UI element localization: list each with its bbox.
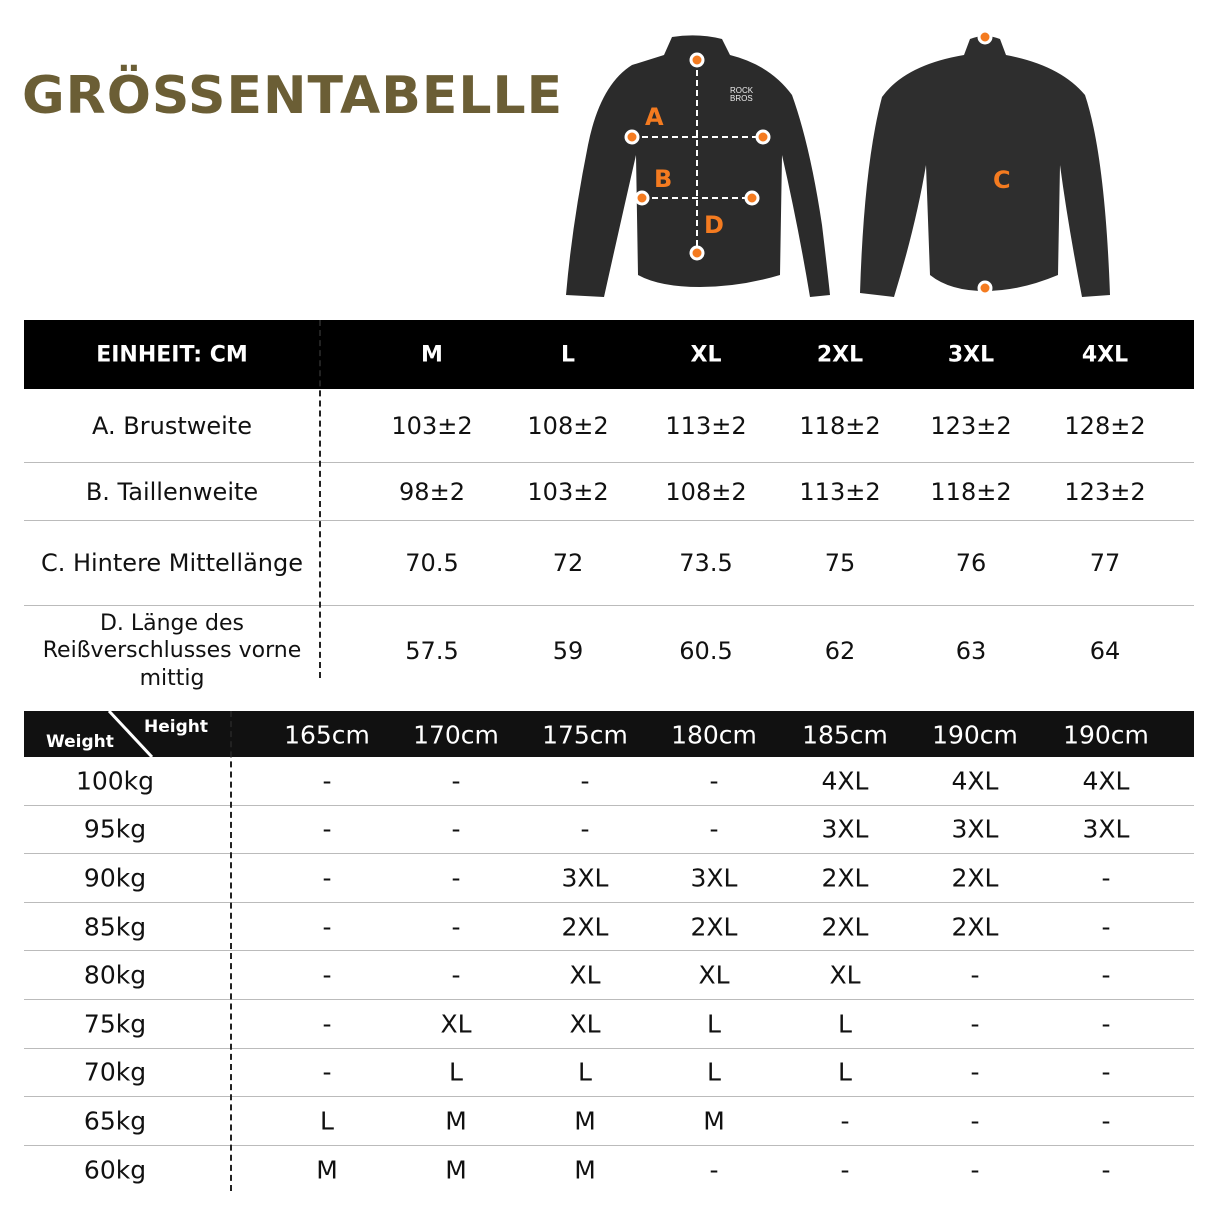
recommended-size: - bbox=[322, 814, 332, 844]
weight-label: 75kg bbox=[83, 1009, 147, 1039]
recommended-size: - bbox=[1101, 1057, 1111, 1087]
weight-label: 90kg bbox=[83, 863, 147, 893]
recommended-size: - bbox=[322, 1009, 332, 1039]
measurement-value: 103±2 bbox=[391, 411, 473, 440]
size-header: 3XL bbox=[947, 342, 995, 368]
recommended-size: XL bbox=[440, 1009, 472, 1039]
measurement-value: 123±2 bbox=[1064, 477, 1146, 506]
measurement-value: 98±2 bbox=[399, 477, 465, 506]
marker-b: B bbox=[654, 165, 673, 193]
recommended-size: 3XL bbox=[1082, 814, 1130, 844]
page-title: GRÖSSENTABELLE bbox=[22, 66, 564, 126]
recommended-size: - bbox=[322, 766, 332, 796]
unit-label: EINHEIT: CM bbox=[96, 342, 248, 368]
measurement-value: 70.5 bbox=[405, 549, 459, 577]
measurement-value: 63 bbox=[955, 636, 987, 665]
measurement-value: 77 bbox=[1089, 549, 1121, 577]
recommended-size: M bbox=[574, 1106, 596, 1136]
recommended-size: - bbox=[970, 1106, 980, 1136]
marker-d: D bbox=[704, 211, 724, 239]
measurement-value: 75 bbox=[824, 549, 856, 577]
marker-c: C bbox=[993, 166, 1011, 194]
size-header: XL bbox=[690, 342, 722, 368]
recommended-size: 2XL bbox=[821, 912, 869, 942]
fit-row bbox=[24, 806, 1194, 855]
recommended-size: M bbox=[574, 1155, 596, 1185]
recommended-size: M bbox=[316, 1155, 338, 1185]
measurement-row bbox=[24, 389, 1194, 463]
measurement-value: 64 bbox=[1089, 636, 1121, 665]
weight-label: 95kg bbox=[83, 814, 147, 844]
recommended-size: L bbox=[838, 1009, 852, 1039]
recommended-size: XL bbox=[829, 960, 861, 990]
recommended-size: - bbox=[322, 960, 332, 990]
recommended-size: XL bbox=[569, 1009, 601, 1039]
recommended-size: - bbox=[451, 766, 461, 796]
recommended-size: M bbox=[445, 1155, 467, 1185]
weight-label: 85kg bbox=[83, 912, 147, 942]
measurement-value: 113±2 bbox=[799, 477, 881, 506]
recommended-size: 3XL bbox=[951, 814, 999, 844]
measurement-table-header bbox=[24, 320, 1194, 389]
recommended-size: L bbox=[707, 1009, 721, 1039]
recommended-size: - bbox=[451, 912, 461, 942]
fit-table bbox=[24, 711, 1194, 1194]
size-header: 4XL bbox=[1081, 342, 1129, 368]
weight-label: 80kg bbox=[83, 960, 147, 990]
column-divider bbox=[230, 711, 232, 1191]
recommended-size: - bbox=[970, 1057, 980, 1087]
measurement-table bbox=[24, 320, 1194, 695]
recommended-size: 3XL bbox=[821, 814, 869, 844]
measurement-value: 62 bbox=[824, 636, 856, 665]
weight-label: 60kg bbox=[83, 1155, 147, 1185]
weight-label: 65kg bbox=[83, 1106, 147, 1136]
recommended-size: - bbox=[451, 814, 461, 844]
recommended-size: 4XL bbox=[821, 766, 869, 796]
recommended-size: 2XL bbox=[690, 912, 738, 942]
recommended-size: - bbox=[580, 814, 590, 844]
recommended-size: 2XL bbox=[951, 912, 999, 942]
recommended-size: - bbox=[1101, 912, 1111, 942]
measurement-label: B. Taillenweite bbox=[85, 477, 259, 506]
marker-a: A bbox=[645, 103, 664, 131]
recommended-size: XL bbox=[569, 960, 601, 990]
measurement-value: 57.5 bbox=[405, 636, 459, 665]
recommended-size: XL bbox=[698, 960, 730, 990]
size-header: L bbox=[560, 342, 576, 368]
measurement-value: 108±2 bbox=[527, 411, 609, 440]
jacket-measurement-diagram bbox=[560, 25, 1120, 310]
height-axis-label: Height bbox=[144, 717, 208, 737]
height-header: 165cm bbox=[284, 720, 370, 750]
recommended-size: - bbox=[322, 1057, 332, 1087]
recommended-size: - bbox=[840, 1155, 850, 1185]
recommended-size: 4XL bbox=[951, 766, 999, 796]
weight-label: 100kg bbox=[75, 766, 155, 796]
brand-logo-front: ROCK bbox=[730, 86, 754, 95]
measurement-value: 108±2 bbox=[665, 477, 747, 506]
recommended-size: 3XL bbox=[561, 863, 609, 893]
measurement-value: 113±2 bbox=[665, 411, 747, 440]
fit-row bbox=[24, 1146, 1194, 1195]
fit-row bbox=[24, 1097, 1194, 1146]
fit-row bbox=[24, 757, 1194, 806]
measurement-label: D. Länge des Reißverschlusses vorne mittig bbox=[42, 610, 302, 691]
recommended-size: - bbox=[840, 1106, 850, 1136]
recommended-size: 3XL bbox=[690, 863, 738, 893]
fit-row bbox=[24, 854, 1194, 903]
back-jacket bbox=[860, 36, 1110, 297]
recommended-size: - bbox=[1101, 863, 1111, 893]
recommended-size: 4XL bbox=[1082, 766, 1130, 796]
fit-row bbox=[24, 1049, 1194, 1098]
recommended-size: 2XL bbox=[561, 912, 609, 942]
measurement-value: 118±2 bbox=[930, 477, 1012, 506]
recommended-size: - bbox=[451, 863, 461, 893]
height-header: 175cm bbox=[542, 720, 628, 750]
weight-axis-label: Weight bbox=[46, 732, 114, 752]
recommended-size: M bbox=[703, 1106, 725, 1136]
fit-row bbox=[24, 1000, 1194, 1049]
measurement-value: 118±2 bbox=[799, 411, 881, 440]
recommended-size: - bbox=[580, 766, 590, 796]
measurement-row bbox=[24, 463, 1194, 521]
measurement-value: 128±2 bbox=[1064, 411, 1146, 440]
size-header: M bbox=[421, 342, 443, 368]
weight-label: 70kg bbox=[83, 1057, 147, 1087]
measurement-value: 103±2 bbox=[527, 477, 609, 506]
measurement-value: 59 bbox=[552, 636, 584, 665]
recommended-size: - bbox=[322, 912, 332, 942]
recommended-size: - bbox=[1101, 1106, 1111, 1136]
recommended-size: L bbox=[449, 1057, 463, 1087]
measurement-label: C. Hintere Mittellänge bbox=[40, 549, 304, 577]
recommended-size: L bbox=[320, 1106, 334, 1136]
measurement-value: 76 bbox=[955, 549, 987, 577]
fit-table-header bbox=[24, 711, 1194, 757]
recommended-size: 2XL bbox=[951, 863, 999, 893]
recommended-size: L bbox=[578, 1057, 592, 1087]
recommended-size: L bbox=[838, 1057, 852, 1087]
measurement-value: 60.5 bbox=[679, 636, 733, 665]
recommended-size: - bbox=[1101, 960, 1111, 990]
measurement-value: 72 bbox=[552, 549, 584, 577]
recommended-size: - bbox=[709, 766, 719, 796]
recommended-size: - bbox=[451, 960, 461, 990]
size-header: 2XL bbox=[816, 342, 864, 368]
measurement-row bbox=[24, 606, 1194, 695]
recommended-size: - bbox=[322, 863, 332, 893]
height-header: 180cm bbox=[671, 720, 757, 750]
recommended-size: - bbox=[970, 960, 980, 990]
height-header: 185cm bbox=[802, 720, 888, 750]
recommended-size: L bbox=[707, 1057, 721, 1087]
measurement-label: A. Brustweite bbox=[92, 411, 252, 440]
measurement-row bbox=[24, 521, 1194, 606]
column-divider bbox=[319, 320, 321, 678]
recommended-size: - bbox=[709, 1155, 719, 1185]
recommended-size: - bbox=[970, 1009, 980, 1039]
recommended-size: 2XL bbox=[821, 863, 869, 893]
recommended-size: - bbox=[709, 814, 719, 844]
measurement-value: 73.5 bbox=[679, 549, 733, 577]
height-header: 170cm bbox=[413, 720, 499, 750]
fit-row bbox=[24, 903, 1194, 952]
svg-text:BROS: BROS bbox=[730, 94, 753, 103]
measurement-value: 123±2 bbox=[930, 411, 1012, 440]
height-header: 190cm bbox=[932, 720, 1018, 750]
height-header: 190cm bbox=[1063, 720, 1149, 750]
recommended-size: - bbox=[1101, 1009, 1111, 1039]
recommended-size: M bbox=[445, 1106, 467, 1136]
recommended-size: - bbox=[1101, 1155, 1111, 1185]
recommended-size: - bbox=[970, 1155, 980, 1185]
fit-row bbox=[24, 951, 1194, 1000]
